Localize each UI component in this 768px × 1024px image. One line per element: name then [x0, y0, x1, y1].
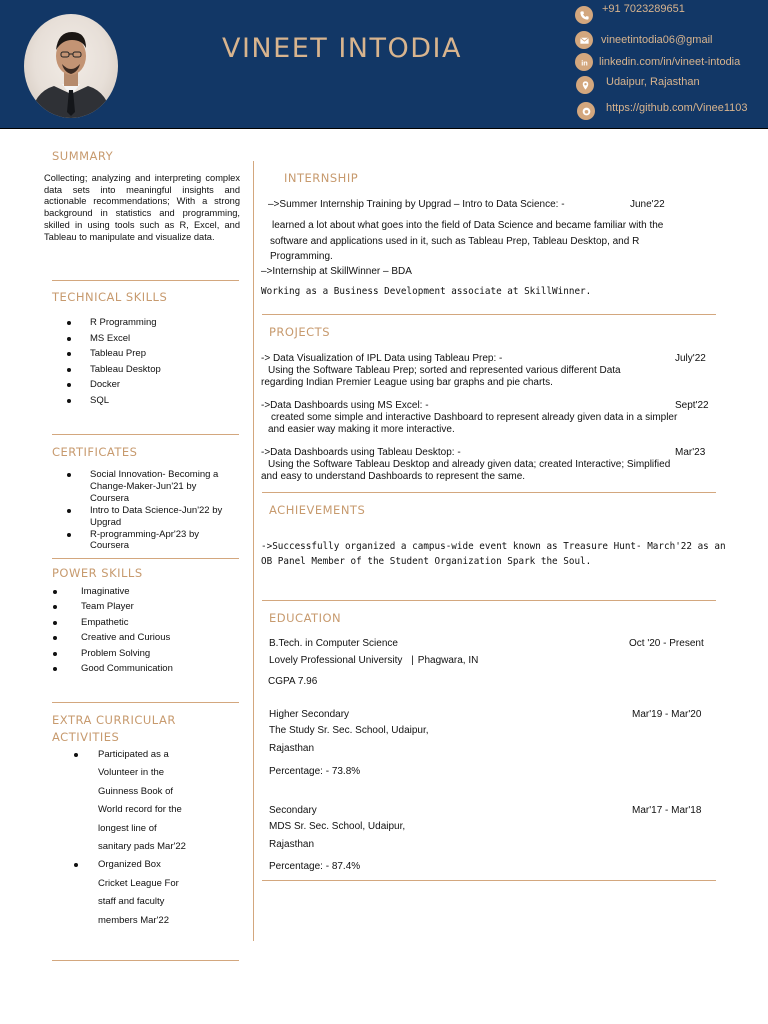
contact-linkedin[interactable] — [575, 53, 740, 71]
list-item: Tableau Prep — [67, 346, 161, 362]
certificates-title: CERTIFICATES — [52, 445, 138, 459]
project-3-date: Mar'23 — [675, 447, 706, 458]
candidate-name: VINEET INTODIA — [222, 33, 462, 64]
github-icon — [577, 102, 595, 120]
list-item: Creative and Curious — [53, 630, 173, 645]
list-item: MS Excel — [67, 331, 161, 347]
list-item: R Programming — [67, 315, 161, 331]
contact-email[interactable] — [575, 31, 712, 49]
higher-secondary-score: Percentage: - 73.8% — [269, 766, 361, 777]
list-item: Social Innovation- Becoming a Change-Maker-Jun'21 by Coursera — [67, 469, 222, 505]
list-item: Docker — [67, 377, 161, 393]
summary-title: SUMMARY — [52, 149, 114, 163]
location-icon — [576, 76, 594, 94]
project-3-description: Using the Software Tableau Desktop and already given data; created Interactive; Simplified and easy to understand Dashboards to represent the same. — [261, 459, 671, 482]
list-item: R-programming-Apr'23 by Coursera — [67, 529, 222, 553]
technical-skills-title: TECHNICAL SKILLS — [52, 290, 168, 304]
higher-secondary-degree: Higher Secondary — [269, 709, 350, 720]
project-1-date: July'22 — [675, 353, 706, 364]
phone-number: +91 7023289651 — [602, 3, 685, 15]
github-url: https://github.com/Vinee1103 — [606, 102, 748, 114]
linkedin-url: linkedin.com/in/vineet-intodia — [599, 56, 741, 68]
separator: | — [411, 655, 414, 666]
contact-phone[interactable] — [575, 3, 685, 24]
section-divider — [262, 314, 716, 315]
internship-1-date: June'22 — [630, 199, 665, 210]
section-divider — [262, 880, 716, 881]
projects-title: PROJECTS — [269, 325, 330, 339]
column-divider — [253, 161, 254, 941]
summary-text: Collecting; analyzing and interpreting complex data sets into meaningful insights and actionable recommendations; With a strong background in statistics and programming, skilled in using tools such as R, Excel, and Tableau to manipulate and visualize data. — [44, 173, 240, 242]
extra-curricular-list — [74, 746, 186, 930]
power-skills-list — [53, 584, 173, 676]
achievements-title: ACHIEVEMENTS — [269, 503, 366, 517]
list-item: Organized Box Cricket League For staff and faculty members Mar'22 — [74, 856, 186, 930]
section-divider — [52, 960, 239, 961]
internship-2-description: Working as a Business Development associate at SkillWinner. — [261, 286, 592, 297]
section-divider — [52, 702, 239, 703]
list-item: Good Communication — [53, 661, 173, 676]
power-skills-title: POWER SKILLS — [52, 566, 143, 580]
secondary-score: Percentage: - 87.4% — [269, 861, 361, 872]
btech-date: Oct '20 - Present — [629, 638, 704, 649]
higher-secondary-school-line2: Rajasthan — [269, 743, 315, 754]
list-item: Empathetic — [53, 615, 173, 630]
list-item: Team Player — [53, 599, 173, 614]
list-item: Intro to Data Science-Jun'22 by Upgrad — [67, 505, 222, 529]
secondary-date: Mar'17 - Mar'18 — [632, 805, 702, 816]
education-title: EDUCATION — [269, 611, 342, 625]
location-text: Udaipur, Rajasthan — [606, 75, 700, 88]
section-divider — [52, 280, 239, 281]
achievement-line-2: OB Panel Member of the Student Organization Spark the Soul. — [261, 556, 592, 567]
svg-text:in: in — [580, 57, 588, 67]
person-avatar-icon — [24, 14, 118, 118]
higher-secondary-date: Mar'19 - Mar'20 — [632, 709, 702, 720]
internship-2-heading: –>Internship at SkillWinner – BDA — [261, 266, 412, 277]
list-item: Imaginative — [53, 584, 173, 599]
email-address: vineetintodia06@gmail — [601, 34, 713, 46]
secondary-school: MDS Sr. Sec. School, Udaipur, — [269, 821, 406, 832]
project-2-description: created some simple and interactive Dashboard to represent already given data in a simpler and easier way making it more interactive. — [268, 412, 678, 435]
section-divider — [52, 434, 239, 435]
btech-institute: Lovely Professional University | Phagwara, IN — [269, 655, 479, 666]
internship-1-description: learned a lot about what goes into the field of Data Science and became familiar with the software and applications used in it, such as Tableau Prep, Tableau Desktop, and R Programming. — [270, 220, 664, 262]
extra-curricular-title: EXTRA CURRICULAR — [52, 713, 176, 727]
header-divider — [0, 128, 768, 129]
project-3-heading: ->Data Dashboards using Tableau Desktop: - — [261, 447, 461, 458]
internship-1-heading: –>Summer Internship Training by Upgrad – Intro to Data Science: - — [268, 199, 565, 210]
list-item: SQL — [67, 393, 161, 409]
profile-photo — [24, 14, 118, 118]
internship-title: INTERNSHIP — [284, 171, 359, 185]
btech-score: CGPA 7.96 — [268, 676, 318, 687]
contact-location — [576, 76, 700, 94]
btech-degree: B.Tech. in Computer Science — [269, 638, 398, 649]
technical-skills-list — [67, 315, 161, 408]
extra-curricular-title-line2: ACTIVITIES — [52, 730, 120, 744]
project-1-description: Using the Software Tableau Prep; sorted and represented various different Data regarding Indian Premier League using bar graphs and pie charts. — [261, 365, 621, 388]
contact-github[interactable] — [577, 102, 747, 120]
email-icon — [575, 31, 593, 49]
linkedin-icon — [575, 53, 593, 71]
project-2-heading: ->Data Dashboards using MS Excel: - — [261, 400, 429, 411]
project-1-heading: -> Data Visualization of IPL Data using Tableau Prep: - — [261, 353, 503, 364]
section-divider — [262, 600, 716, 601]
higher-secondary-school: The Study Sr. Sec. School, Udaipur, — [269, 725, 429, 736]
phone-icon — [575, 6, 593, 24]
achievement-line-1: ->Successfully organized a campus-wide event known as Treasure Hunt- March'22 as an — [261, 541, 726, 552]
list-item: Problem Solving — [53, 646, 173, 661]
project-2-date: Sept'22 — [675, 400, 709, 411]
header-banner — [0, 0, 768, 129]
list-item: Tableau Desktop — [67, 362, 161, 378]
secondary-degree: Secondary — [269, 805, 317, 816]
list-item: Participated as a Volunteer in the Guinness Book of World record for the longest line of sanitary pads Mar'22 — [74, 746, 186, 856]
secondary-school-line2: Rajasthan — [269, 839, 315, 850]
section-divider — [52, 558, 239, 559]
certificates-list — [67, 469, 222, 552]
section-divider — [262, 492, 716, 493]
